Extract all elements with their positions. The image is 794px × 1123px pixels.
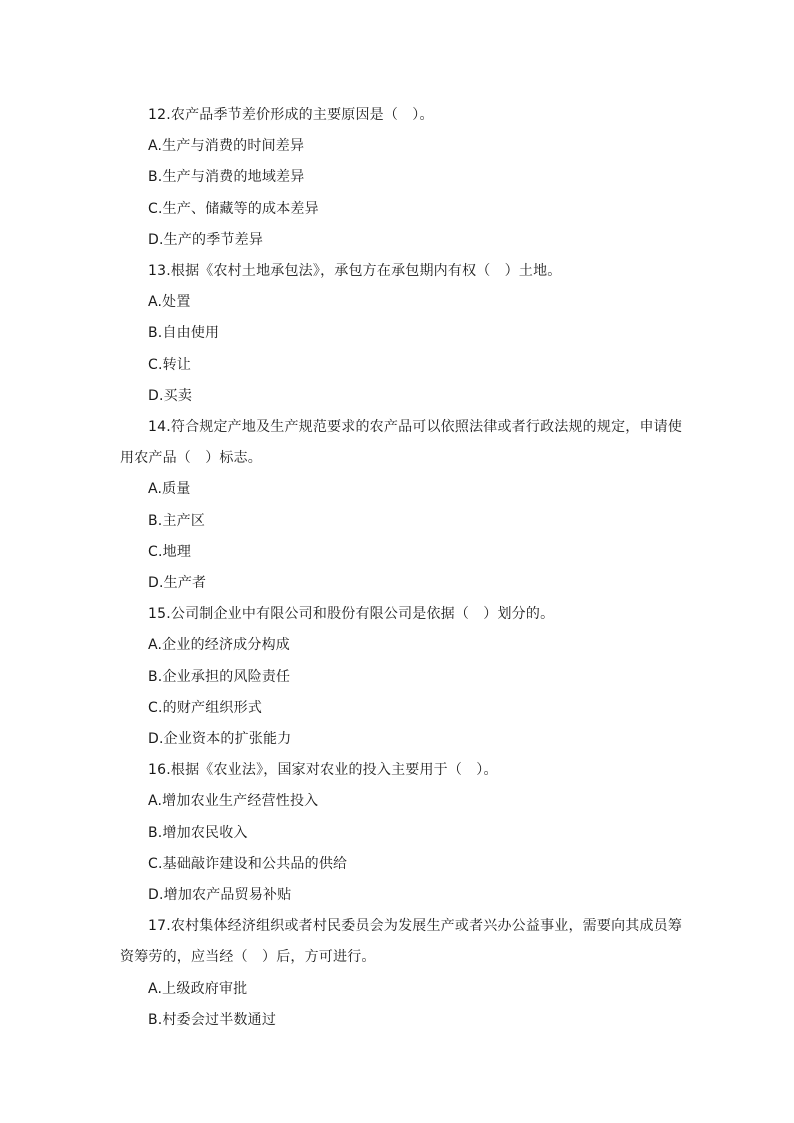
question-15: [120, 599, 676, 755]
question-16: [120, 755, 676, 911]
question-13: [120, 256, 676, 412]
question-stem: 12.农产品季节差价形成的主要原因是（ ）。: [148, 107, 434, 123]
option-b: B.村委会过半数通过: [148, 1011, 277, 1028]
question-17: [120, 911, 683, 1036]
option-d: D.增加农产品贸易补贴: [148, 887, 292, 904]
option-b: B.生产与消费的地域差异: [148, 169, 305, 186]
question-12: [120, 100, 676, 256]
option-c: C.基础敲诈建设和公共品的供给: [148, 855, 348, 872]
option-d: D.买卖: [148, 387, 193, 404]
question-stem-continued: 资筹劳的，应当经（ ）后，方可进行。: [120, 949, 376, 966]
option-a: A.生产与消费的时间差异: [148, 138, 305, 155]
question-stem: 13.根据《农村土地承包法》，承包方在承包期内有权（ ）土地。: [148, 263, 562, 280]
option-b: B.主产区: [148, 512, 206, 529]
option-a: A.企业的经济成分构成: [148, 637, 290, 654]
option-b: B.增加农民收入: [148, 824, 248, 841]
option-c: C.地理: [148, 543, 192, 560]
option-b: B.企业承担的风险责任: [148, 668, 291, 685]
option-c: C.生产、储藏等的成本差异: [148, 200, 319, 217]
question-14: [120, 412, 683, 599]
question-stem: 14.符合规定产地及生产规范要求的农产品可以依照法律或者行政法规的规定，申请使: [148, 419, 683, 436]
option-d: D.生产者: [148, 575, 207, 592]
question-list: [120, 100, 683, 1036]
option-c: C.转让: [148, 356, 192, 373]
question-stem: 17.农村集体经济组织或者村民委员会为发展生产或者兴办公益事业，需要向其成员筹: [148, 918, 683, 935]
question-stem: 15.公司制企业中有限公司和股份有限公司是依据（ ）划分的。: [148, 606, 555, 623]
question-stem-continued: 用农产品（ ）标志。: [120, 450, 262, 467]
question-stem: 16.根据《农业法》，国家对农业的投入主要用于（ ）。: [148, 762, 498, 779]
option-b: B.自由使用: [148, 325, 220, 342]
option-a: A.增加农业生产经营性投入: [148, 793, 319, 810]
option-d: D.生产的季节差异: [148, 231, 264, 248]
option-d: D.企业资本的扩张能力: [148, 731, 292, 748]
option-a: A.上级政府审批: [148, 980, 248, 997]
option-a: A.处置: [148, 294, 191, 311]
option-c: C.的财产组织形式: [148, 699, 263, 716]
option-a: A.质量: [148, 481, 191, 498]
